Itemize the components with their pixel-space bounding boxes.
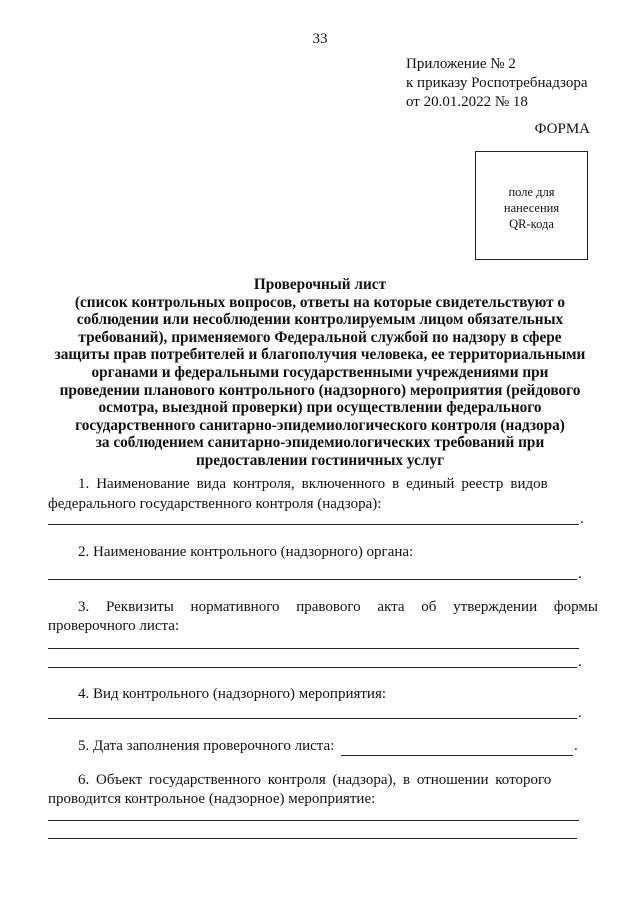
title-line: соблюдении или несоблюдении контролируемым лицом обязательных	[76, 311, 564, 329]
qr-field-line-1: поле для	[508, 184, 555, 199]
title-line: за соблюдением санитарно-эпидемиологических требований при	[95, 434, 545, 452]
item-6-line-2: проводится контрольное (надзорное) мероприятие:	[48, 791, 376, 807]
item-1-line-1: 1. Наименование вида контроля, включенного в единый реестр видов	[78, 476, 548, 492]
item-2-text: 2. Наименование контрольного (надзорного) органа:	[78, 544, 414, 560]
item-4-text: 4. Вид контрольного (надзорного) мероприятия:	[78, 686, 387, 702]
appendix-line-2: к приказу Роспотребнадзора	[406, 75, 588, 91]
title-line: государственного санитарно-эпидемиологического контроля (надзора)	[75, 416, 565, 434]
form-label: ФОРМА	[534, 121, 590, 137]
item-5-period: .	[574, 738, 578, 754]
document-title	[40, 276, 600, 470]
item-3-fill-line-1[interactable]	[48, 648, 579, 649]
page-number: 33	[312, 31, 328, 47]
title-line: Проверочный лист	[253, 276, 387, 293]
qr-field-line-2: нанесения	[503, 200, 560, 215]
item-6-line-1: 6. Объект государственного контроля (надзора), в отношении которого	[78, 772, 552, 788]
title-line: защиты прав потребителей и благополучия человека, ее территориальными	[54, 346, 586, 364]
item-2-period: .	[578, 566, 582, 582]
item-1-fill-line[interactable]	[48, 524, 579, 525]
item-3-period: .	[578, 654, 582, 670]
item-4-period: .	[578, 705, 582, 721]
appendix-header	[406, 55, 588, 112]
item-3-line-1: 3. Реквизиты нормативного правового акта об утверждении формы	[78, 599, 598, 615]
qr-code-field	[475, 151, 588, 260]
item-5-fill-line[interactable]	[341, 755, 573, 756]
item-1-line-2: федерального государственного контроля (надзора):	[48, 496, 382, 512]
item-3-fill-line-2[interactable]	[48, 667, 577, 668]
title-line: проведении планового контрольного (надзорного) мероприятия (рейдового	[59, 381, 581, 399]
qr-field-line-3: QR-кода	[509, 216, 554, 231]
item-1-period: .	[580, 511, 584, 527]
item-6-fill-line-2[interactable]	[48, 838, 577, 839]
appendix-line-1: Приложение № 2	[406, 56, 516, 72]
item-3-line-2: проверочного листа:	[48, 618, 180, 634]
item-4-fill-line[interactable]	[48, 718, 577, 719]
title-line: требований), применяемого Федеральной службой по надзору в сфере	[78, 328, 562, 346]
title-line: органами и федеральными государственными учреждениями при	[91, 363, 549, 381]
title-line: осмотра, выездной проверки) при осуществлении федерального	[98, 399, 542, 417]
item-6-fill-line-1[interactable]	[48, 820, 579, 821]
item-2-fill-line[interactable]	[48, 579, 577, 580]
item-5-text: 5. Дата заполнения проверочного листа:	[78, 738, 335, 754]
title-line: предоставлении гостиничных услуг	[195, 451, 445, 469]
title-line: (список контрольных вопросов, ответы на которые свидетельствуют о	[74, 293, 566, 311]
appendix-line-3: от 20.01.2022 № 18	[406, 94, 528, 110]
